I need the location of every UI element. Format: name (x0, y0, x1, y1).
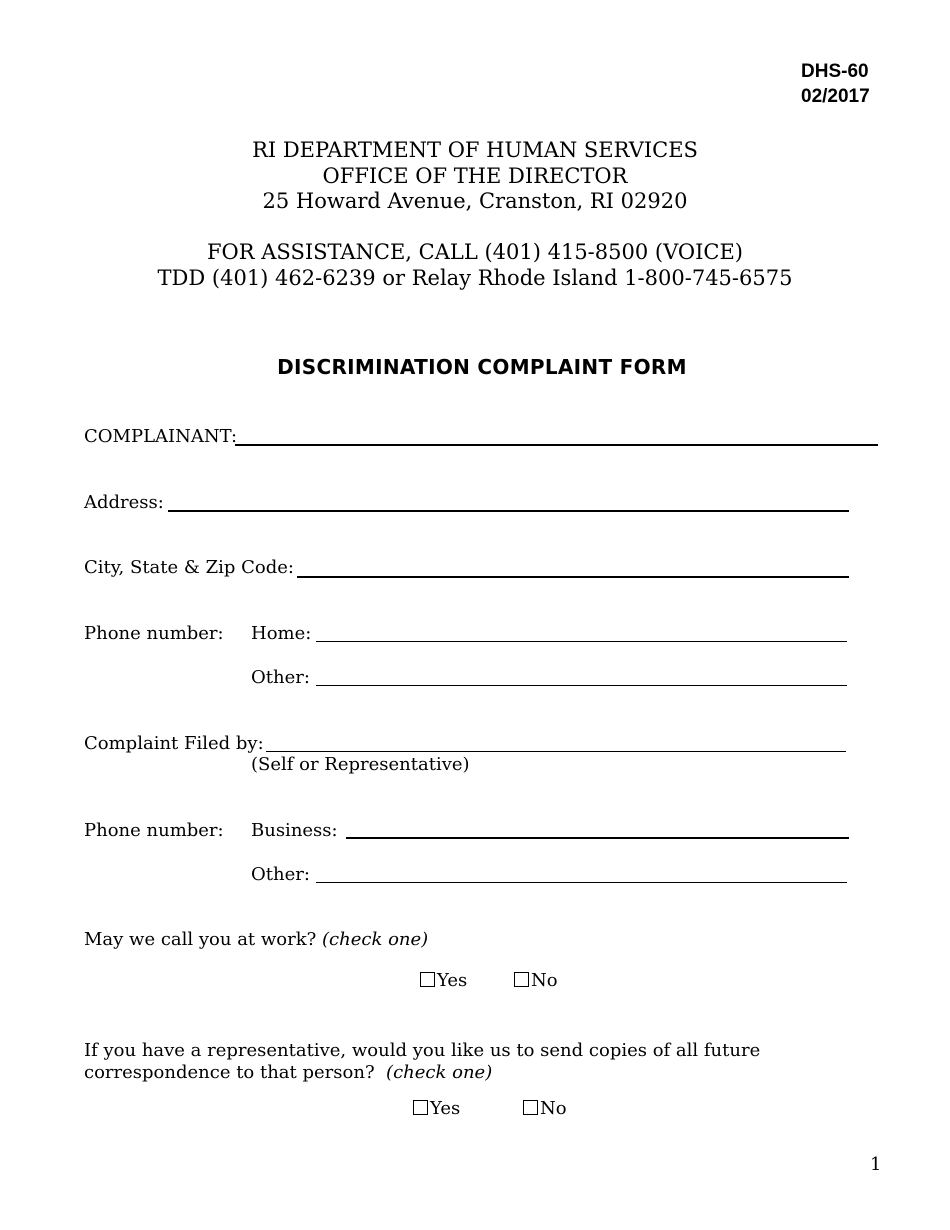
call-at-work-text: May we call you at work? (84, 929, 317, 950)
checkbox-yes[interactable] (420, 972, 435, 987)
city-state-zip-label: City, State & Zip Code: (84, 557, 294, 578)
address-field[interactable] (168, 510, 849, 512)
other-phone-field-2[interactable] (316, 882, 847, 883)
filed-by-hint: (Self or Representative) (251, 754, 470, 775)
no-label: No (540, 1098, 567, 1119)
form-number: DHS-60 (801, 61, 869, 82)
agency-name: RI DEPARTMENT OF HUMAN SERVICES (252, 138, 698, 162)
filed-by-field[interactable] (266, 751, 846, 752)
representative-hint: (check one) (386, 1062, 493, 1083)
phone-number-label-2: Phone number: (84, 820, 224, 841)
tdd-line: TDD (401) 462-6239 or Relay Rhode Island 1-800-745-6575 (157, 266, 793, 290)
phone-number-label: Phone number: (84, 623, 224, 644)
agency-address: 25 Howard Avenue, Cranston, RI 02920 (262, 189, 688, 213)
page-title: DISCRIMINATION COMPLAINT FORM (277, 355, 687, 379)
complainant-label: COMPLAINANT: (84, 426, 238, 447)
page-number: 1 (870, 1154, 882, 1175)
home-phone-label: Home: (251, 623, 312, 644)
representative-yes-option[interactable] (413, 1098, 460, 1120)
call-at-work-no-option[interactable] (514, 970, 558, 992)
business-phone-field[interactable] (346, 837, 849, 839)
other-phone-field[interactable] (316, 685, 847, 686)
other-phone-label-2: Other: (251, 864, 310, 885)
yes-label: Yes (437, 970, 468, 991)
call-at-work-yes-option[interactable] (420, 970, 467, 992)
business-phone-label: Business: (251, 820, 338, 841)
representative-question-line2 (84, 1062, 492, 1084)
checkbox-no[interactable] (523, 1100, 538, 1115)
home-phone-field[interactable] (316, 641, 847, 642)
representative-question-line1: If you have a representative, would you like us to send copies of all future (84, 1040, 761, 1061)
complainant-field[interactable] (235, 444, 878, 446)
call-at-work-hint: (check one) (322, 929, 429, 950)
filed-by-label: Complaint Filed by: (84, 733, 264, 754)
checkbox-yes[interactable] (413, 1100, 428, 1115)
office-name: OFFICE OF THE DIRECTOR (322, 164, 628, 188)
assistance-line: FOR ASSISTANCE, CALL (401) 415-8500 (VOICE) (206, 240, 743, 264)
revision-date: 02/2017 (801, 86, 870, 107)
yes-label: Yes (430, 1098, 461, 1119)
representative-question-text: correspondence to that person? (84, 1062, 375, 1083)
city-state-zip-field[interactable] (297, 576, 849, 578)
other-phone-label: Other: (251, 667, 310, 688)
no-label: No (531, 970, 558, 991)
call-at-work-question (84, 929, 428, 951)
representative-no-option[interactable] (523, 1098, 567, 1120)
checkbox-no[interactable] (514, 972, 529, 987)
address-label: Address: (84, 492, 164, 513)
